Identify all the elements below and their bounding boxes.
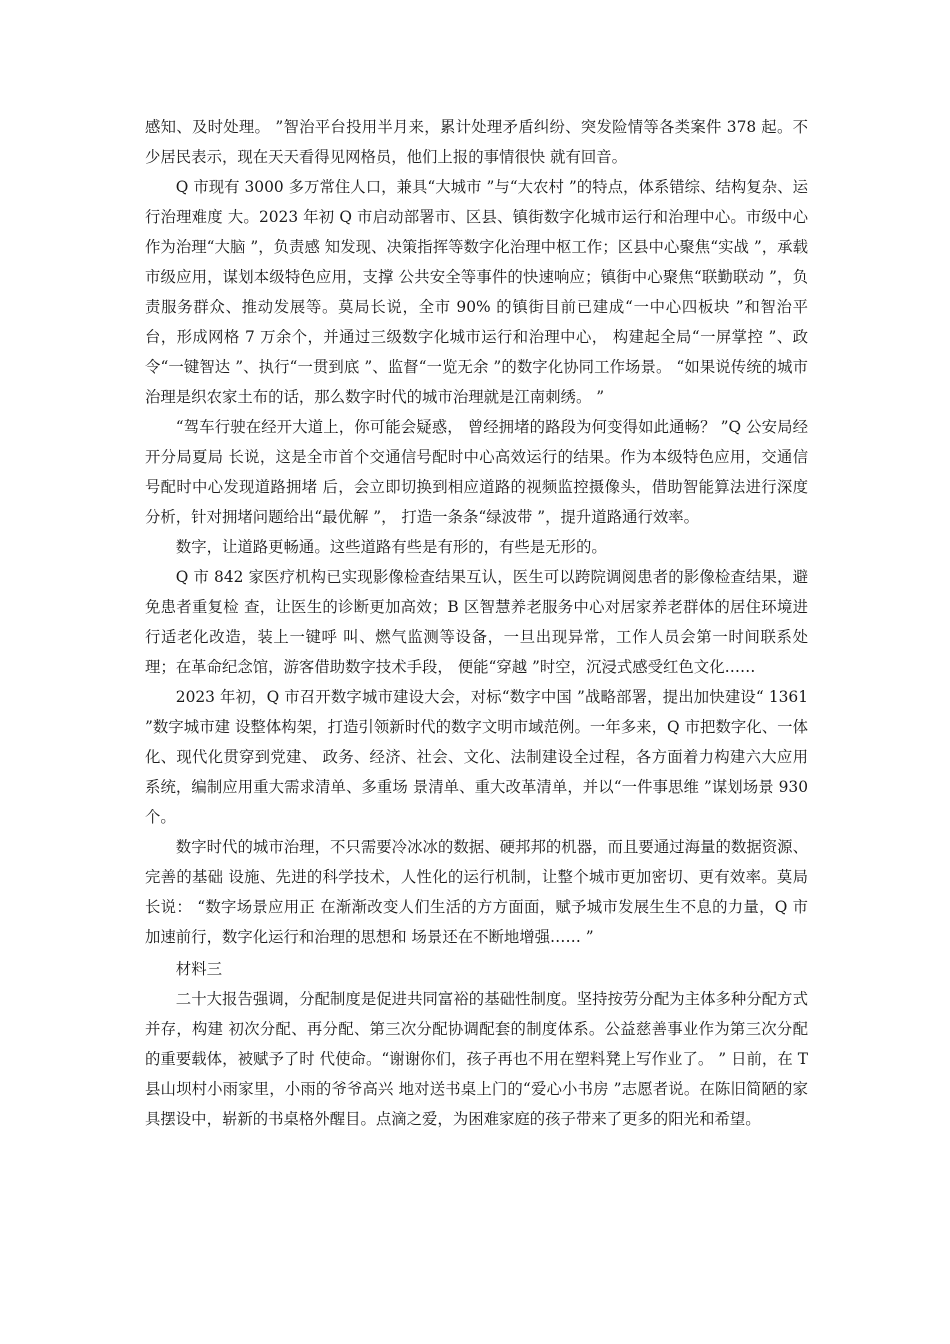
paragraph-digital-roads: 数字，让道路更畅通。这些道路有些是有形的，有些是无形的。 [175,538,607,556]
paragraph-continuation: 感知、及时处理。 ”智治平台投用半月来，累计处理矛盾纠纷、突发险情等各类案件 378 起。不少居民表示，现在天天看得见网格员，他们上报的事情很快 就有回音。 [145,118,808,166]
paragraph-digital-era-governance: 数字时代的城市治理，不只需要冷冰冰的数据、硬邦邦的机器，而且要通过海量的数据资源、完善的基础 设施、先进的科学技术，人性化的运行机制，让整个城市更加密切、更有效率。莫局长说： “数字场景应用正 在渐渐改变人们生活的方方面面，赋予城市发展生生不息的力量，Q 市加速前行，数字化运行和治理的思想和 场景还在不断地增强…… ” [145,838,808,946]
paragraph-medical-elderly-culture: Q 市 842 家医疗机构已实现影像检查结果互认，医生可以跨院调阅患者的影像检查结果，避免患者重复检 查，让医生的诊断更加高效；B 区智慧养老服务中心对居家养老群体的居住环境进行适老化改造，装上一键呼 叫、燃气监测等设备，一旦出现异常，工作人员会第一时间联系处理；在革命纪念馆，游客借助数字技术手段， 便能“穿越 ”时空，沉浸式感受红色文化…… [145,568,808,676]
paragraph-distribution-system: 二十大报告强调，分配制度是促进共同富裕的基础性制度。坚持按劳分配为主体多种分配方式并存，构建 初次分配、再分配、第三次分配协调配套的制度体系。公益慈善事业作为第三次分配的重要载体，被赋予了时 代使命。“谢谢你们，孩子再也不用在塑料凳上写作业了。 ” 日前，在 T 县山坝村小雨家里，小雨的爷爷高兴 地对送书桌上门的“爱心小书房 ”志愿者说。在陈旧简陋的家具摆设中，崭新的书桌格外醒目。点滴之爱，为困难家庭的孩子带来了更多的阳光和希望。 [145,990,808,1128]
document-body [145,112,808,1134]
paragraph-city-governance-centers: Q 市现有 3000 多万常住人口，兼具“大城市 ”与“大农村 ”的特点，体系错综、结构复杂、运行治理难度 大。2023 年初 Q 市启动部署市、区县、镇街数字化城市运行和治理中心。市级中心作为治理“大脑 ”，负责感 知发现、决策指挥等数字化治理中枢工作；区县中心聚焦“实战 ”，承载市级应用，谋划本级特色应用，支撑 公共安全等事件的快速响应；镇街中心聚焦“联勤联动 ”，负责服务群众、推动发展等。莫局长说，全市 90% 的镇街目前已建成“一中心四板块 ”和智治平台，形成网格 7 万余个，并通过三级数字化城市运行和治理中心， 构建起全局“一屏掌控 ”、政令“一键智达 ”、执行“一贯到底 ”、监督“一览无余 ”的数字化协同工作场景。 “如果说传统的城市治理是织农家土布的话，那么数字时代的城市治理就是江南刺绣。 ” [145,178,808,406]
paragraph-traffic-signal-center: “驾车行驶在经开大道上，你可能会疑惑， 曾经拥堵的路段为何变得如此通畅？ ”Q 公安局经开分局夏局 长说，这是全市首个交通信号配时中心高效运行的结果。作为本级特色应用，交通信号配时中心发现道路拥堵 后，会立即切换到相应道路的视频监控摄像头，借助智能算法进行深度分析，针对拥堵问题给出“最优解 ”， 打造一条条“绿波带 ”，提升道路通行效率。 [145,418,808,526]
section-heading: 材料三 [175,960,222,978]
paragraph-digital-city-conference: 2023 年初，Q 市召开数字城市建设大会，对标“数字中国 ”战略部署，提出加快建设“ 1361 ”数字城市建 设整体构架，打造引领新时代的数字文明市域范例。一年多来，Q 市把数字化、一体化、现代化贯穿到党建、 政务、经济、社会、文化、法制建设全过程，各方面着力构建六大应用系统，编制应用重大需求清单、多重场 景清单、重大改革清单，并以“一件事思维 ”谋划场景 930 个。 [145,688,808,826]
